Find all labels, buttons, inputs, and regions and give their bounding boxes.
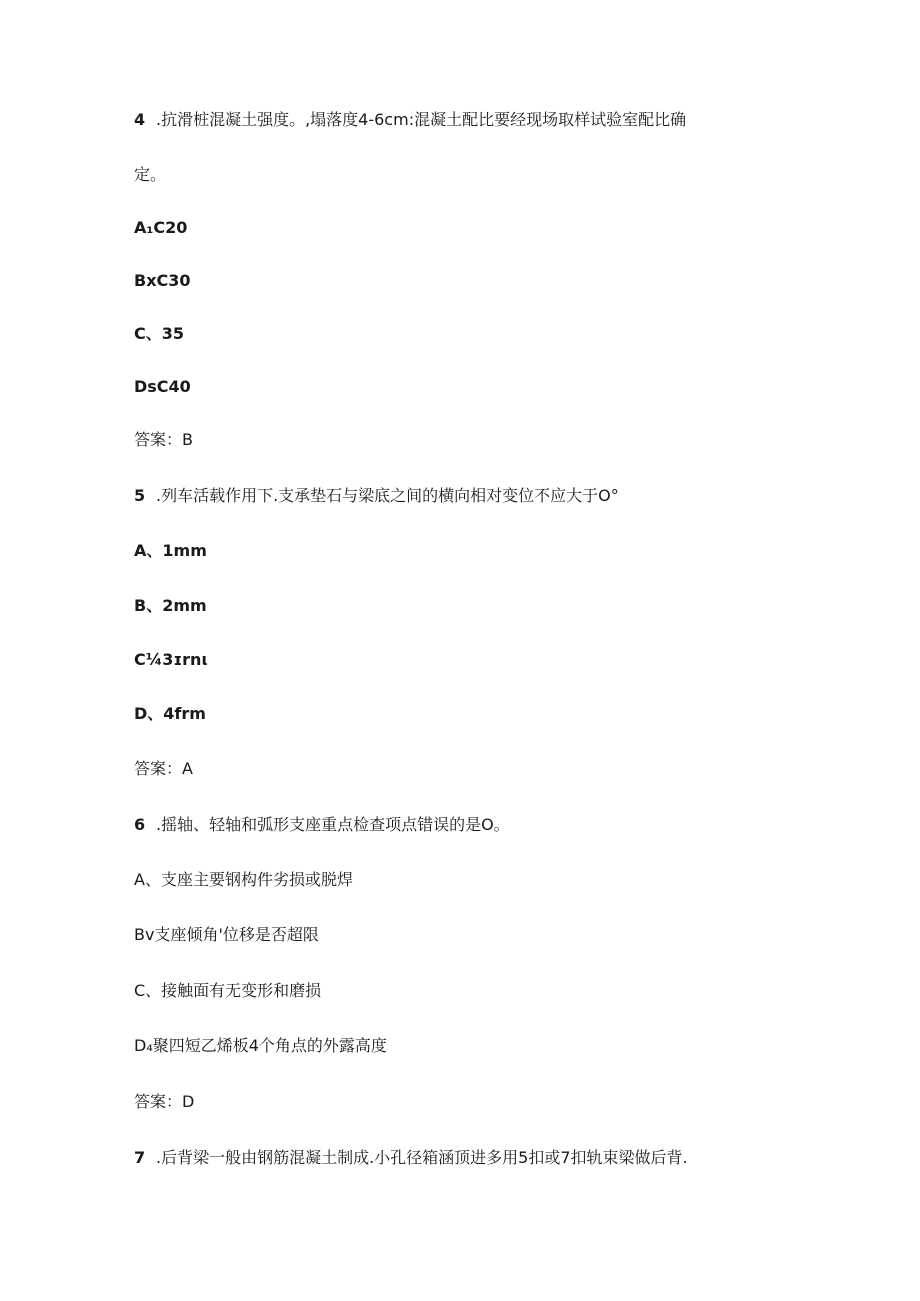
question-4-option-b: BxC30 [134,271,191,290]
question-6-option-d: D₄聚四短乙烯板4个角点的外露高度 [134,1036,387,1055]
question-text: .摇轴、轻轴和弧形支座重点检查项点错误的是O。 [156,815,510,834]
question-4-answer: 答案：B [134,430,193,449]
question-6-option-a: A、支座主要钢构件劣损或脱焊 [134,870,353,889]
question-number: 7 [134,1148,146,1167]
question-5-option-a: A、1mm [134,541,207,560]
question-5-option-b: B、2mm [134,596,207,615]
question-number: 6 [134,815,146,834]
question-6-answer: 答案：D [134,1092,195,1111]
question-4-option-c: C、35 [134,324,185,343]
question-5-answer: 答案：A [134,759,193,778]
question-4-stem [134,109,686,131]
question-5-stem [134,485,619,507]
question-number: 5 [134,486,146,505]
question-5-option-c: C¼3ɪrnι [134,650,208,669]
question-6-option-c: C、接触面有无变形和磨损 [134,981,322,1000]
question-6-option-b: Bv支座倾角'位移是否超限 [134,925,319,944]
question-4-option-d: DsC40 [134,377,191,396]
question-text: .后背梁一般由钢筋混凝土制成.小孔径箱涵顶进多用5扣或7扣轨束梁做后背. [156,1148,688,1167]
question-7-stem [134,1147,688,1169]
question-number: 4 [134,110,146,129]
question-5-option-d: D、4frm [134,704,206,723]
question-text: .抗滑桩混凝土强度。,塌落度4-6cm:混凝土配比要经现场取样试验室配比确 [156,110,687,129]
question-4-option-a: A₁C20 [134,218,188,237]
question-4-stem-continued: 定。 [134,165,167,184]
question-text: .列车活载作用下.支承垫石与梁底之间的横向相对变位不应大于O° [156,486,619,505]
question-6-stem [134,814,510,836]
